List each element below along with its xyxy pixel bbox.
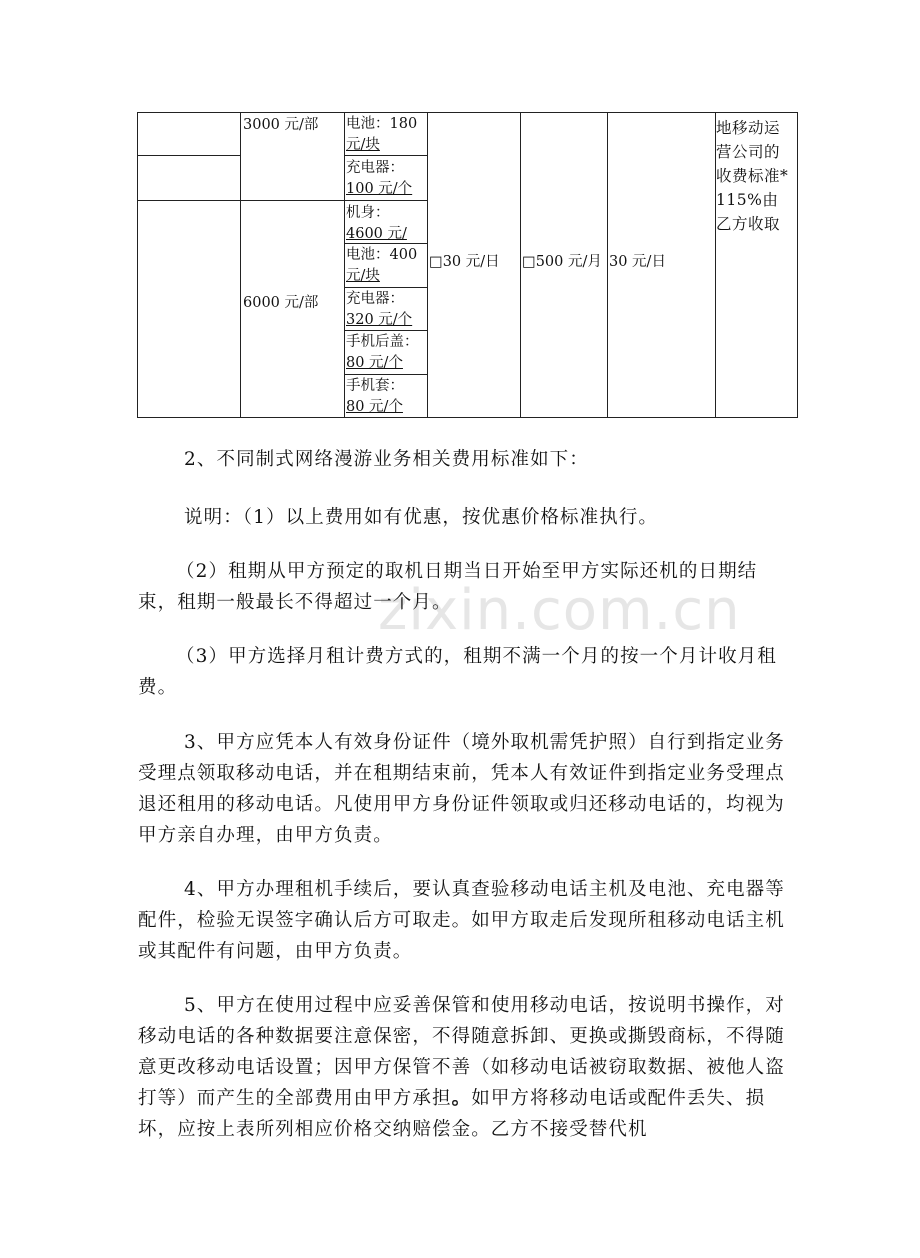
column-divider bbox=[240, 112, 241, 418]
price-6000-cell: 6000 元/部 bbox=[243, 295, 319, 311]
paragraph-note-1: 说明：（1）以上费用如有优惠，按优惠价格标准执行。 bbox=[184, 507, 659, 528]
watermark: zixin.com.cn bbox=[378, 578, 741, 643]
row-divider bbox=[137, 155, 241, 156]
row-divider bbox=[344, 243, 428, 244]
part-cell: 电池：400 元/块 bbox=[346, 247, 418, 284]
part-cell: 机身： 4600 元/ bbox=[346, 205, 407, 242]
price-3000-cell: 3000 元/部 bbox=[243, 117, 319, 133]
part-cell: 充电器： 100 元/个 bbox=[346, 160, 413, 197]
paragraph-2: 2、不同制式网络漫游业务相关费用标准如下： bbox=[184, 449, 589, 470]
part-cell: 电池：180 元/块 bbox=[346, 116, 418, 153]
column-divider bbox=[520, 112, 521, 418]
paragraph-5-part-a: 5、甲方在使用过程中应妥善保管和使用移动电话，按说明书操作，对移动电话的各种数据要注意保密，不得随意拆卸、更换或撕毁商标，不得随意更改移动电话设置；因甲方保管不善（如移动电话被窃取数据、被他人盗打等）而产生的全部费用由甲方承担 bbox=[138, 995, 785, 1109]
paragraph-5-part-b: 如甲方将移动电话或配件丢失、损坏，应按上表所列相应价格交纳赔偿金。乙方不接受替代机 bbox=[138, 1088, 766, 1140]
table-border-bottom bbox=[137, 417, 798, 418]
column-divider bbox=[427, 112, 428, 418]
row-divider bbox=[344, 374, 428, 375]
paragraph-note-2: （2）租期从甲方预定的取机日期当日开始至甲方实际还机的日期结束，租期一般最长不得超过一个月。 bbox=[138, 561, 758, 613]
part-cell: 充电器： 320 元/个 bbox=[346, 291, 413, 328]
column-divider bbox=[607, 112, 608, 418]
part-cell: 手机套： 80 元/个 bbox=[346, 378, 404, 415]
table-border-left bbox=[137, 112, 138, 418]
row-divider bbox=[344, 330, 428, 331]
monthly-rent-cell: □500 元/月 bbox=[522, 254, 602, 270]
table-border-top bbox=[137, 112, 798, 113]
paragraph-note-3: （3）甲方选择月租计费方式的，租期不满一个月的按一个月计收月租费。 bbox=[138, 646, 777, 698]
paragraph-3: 3、甲方应凭本人有效身份证件（境外取机需凭护照）自行到指定业务受理点领取移动电话，并在租期结束前，凭本人有效证件到指定业务受理点退还租用的移动电话。凡使用甲方身份证件领取或归还移动电话的，均视为甲方亲自办理，由甲方负责。 bbox=[138, 732, 785, 846]
table-border-right bbox=[797, 112, 798, 418]
paragraph-4: 4、甲方办理租机手续后，要认真查验移动电话主机及电池、充电器等配件，检验无误签字确认后方可取走。如甲方取走后发现所租移动电话主机或其配件有问题，由甲方负责。 bbox=[138, 879, 785, 962]
paragraph-5 bbox=[138, 990, 796, 1145]
column-divider bbox=[344, 112, 345, 418]
row-divider bbox=[344, 287, 428, 288]
row-divider bbox=[137, 200, 428, 201]
daily-rent-cell: □30 元/日 bbox=[429, 254, 500, 270]
daily-fee-cell: 30 元/日 bbox=[609, 254, 666, 270]
paragraph-5-bold: 。 bbox=[451, 1088, 472, 1109]
fee-note-cell: 地移动运营公司的收费标准*115%由乙方收取 bbox=[716, 119, 789, 233]
part-cell: 手机后盖： 80 元/个 bbox=[346, 334, 419, 371]
